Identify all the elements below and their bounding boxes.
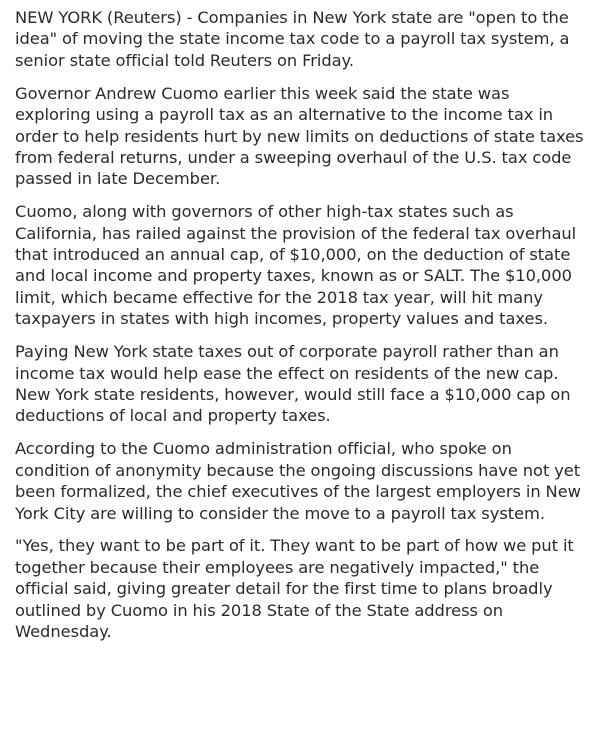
article-paragraph: NEW YORK (Reuters) - Companies in New York state are "open to the idea" of moving the state income tax code to a payroll tax system, a senior state official told Reuters on Friday.	[15, 8, 570, 70]
article-paragraph: Paying New York state taxes out of corporate payroll rather than an income tax would help ease the effect on residents of the new cap. New York state residents, however, would still face a $10,000 cap on deductions of local and property taxes.	[15, 342, 571, 426]
article-paragraph: Cuomo, along with governors of other high-tax states such as California, has railed against the provision of the federal tax overhaul that introduced an annual cap, of $10,000, on the deduction of state and local income and property taxes, known as or SALT. The $10,000 limit, which became effective for the 2018 tax year, will hit many taxpayers in states with high incomes, property values and taxes.	[15, 202, 577, 329]
article-paragraph: Governor Andrew Cuomo earlier this week said the state was exploring using a payroll tax as an alternative to the income tax in order to help residents hurt by new limits on deductions of state taxes from federal returns, under a sweeping overhaul of the U.S. tax code passed in late December.	[15, 83, 584, 189]
article-body	[15, 7, 589, 654]
article-paragraph: According to the Cuomo administration official, who spoke on condition of anonymity because the ongoing discussions have not yet been formalized, the chief executives of the largest employers in New York City are willing to consider the move to a payroll tax system.	[15, 439, 581, 523]
article-paragraph: "Yes, they want to be part of it. They want to be part of how we put it together because their employees are negatively impacted," the official said, giving greater detail for the first time to plans broadly outlined by Cuomo in his 2018 State of the State address on Wednesday.	[15, 536, 574, 642]
